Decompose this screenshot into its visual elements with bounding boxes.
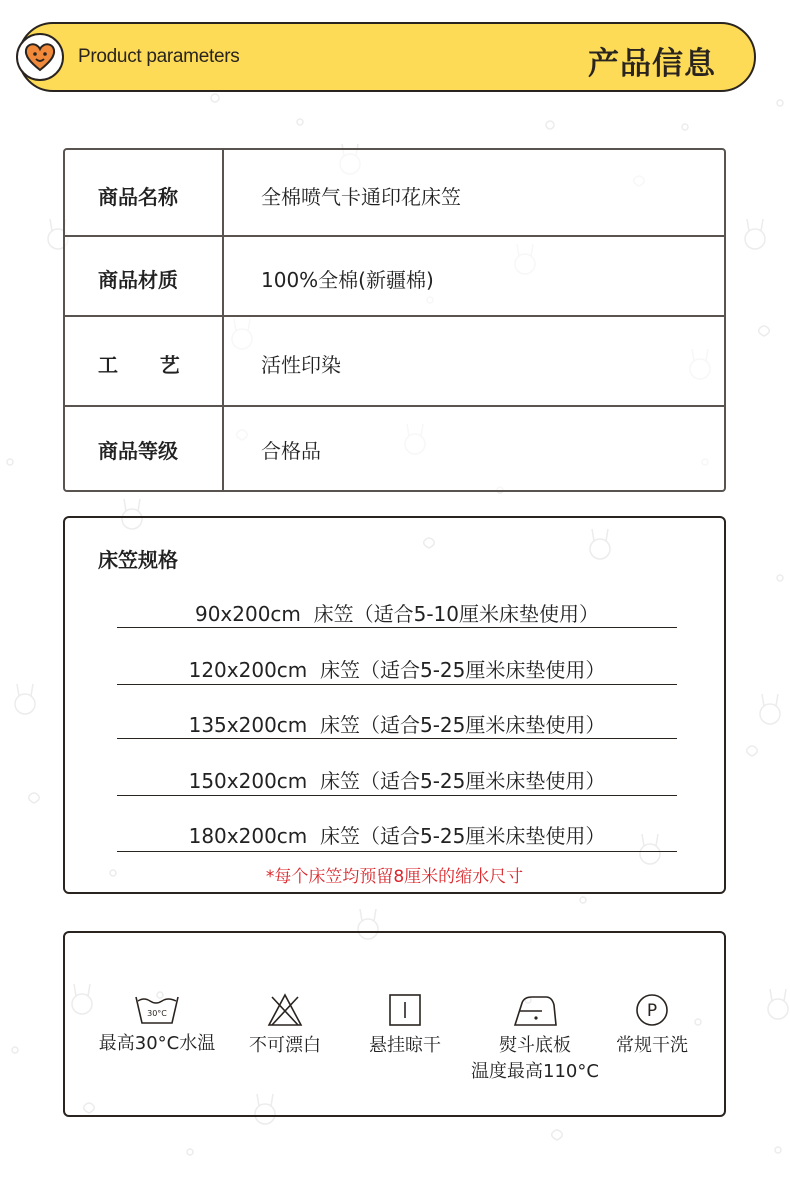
params-table [63, 148, 726, 492]
size-item: 150x200cm 床笠（适合5-25厘米床垫使用） [188, 769, 606, 793]
table-row [65, 407, 724, 490]
param-value: 全棉喷气卡通印花床笠 [261, 185, 461, 209]
size-underline [117, 795, 677, 796]
care-item-iron [465, 993, 605, 1085]
dry-clean-letter: P [646, 1001, 658, 1021]
param-label: 商品等级 [98, 439, 178, 463]
size-item: 180x200cm 床笠（适合5-25厘米床垫使用） [188, 824, 606, 848]
care-label: 温度最高110°C [471, 1061, 599, 1082]
care-item-dry [345, 993, 465, 1059]
table-row [65, 317, 724, 407]
size-item: 90x200cm 床笠（适合5-10厘米床垫使用） [194, 602, 600, 626]
param-value: 100%全棉(新疆棉) [261, 268, 434, 292]
param-label: 商品材质 [98, 268, 178, 292]
param-label: 工 艺 [98, 353, 180, 377]
care-item-dryclean [597, 993, 707, 1059]
heart-face-icon [16, 33, 64, 81]
care-label: 不可漂白 [249, 1035, 321, 1056]
dry-clean-icon [635, 993, 669, 1027]
table-row [65, 237, 724, 317]
size-item: 120x200cm 床笠（适合5-25厘米床垫使用） [188, 658, 606, 682]
size-underline [117, 684, 677, 685]
size-title: 床笠规格 [98, 548, 178, 572]
shrink-note: *每个床笠均预留8厘米的缩水尺寸 [265, 867, 524, 887]
param-value: 活性印染 [261, 353, 341, 377]
care-label: 悬挂晾干 [369, 1035, 441, 1056]
hang-dry-icon [388, 993, 422, 1027]
size-underline [117, 851, 677, 852]
care-item-wash [97, 993, 217, 1057]
care-box [63, 931, 726, 1117]
wash-temp-text: 30°C [147, 1009, 167, 1018]
size-spec-box [63, 516, 726, 894]
title-cn: 产品信息 [588, 46, 716, 82]
wash-30-icon [134, 993, 180, 1025]
param-value: 合格品 [261, 439, 321, 463]
table-row [65, 150, 724, 237]
care-label: 熨斗底板 [499, 1035, 571, 1056]
header-banner [18, 22, 756, 92]
size-underline [117, 627, 677, 628]
care-label: 最高30°C水温 [98, 1033, 216, 1054]
title-en: Product parameters [78, 46, 240, 67]
no-bleach-icon [267, 993, 303, 1027]
param-label: 商品名称 [98, 185, 178, 209]
size-underline [117, 738, 677, 739]
care-label: 常规干洗 [616, 1035, 688, 1056]
size-item: 135x200cm 床笠（适合5-25厘米床垫使用） [188, 713, 606, 737]
care-item-bleach [225, 993, 345, 1059]
iron-icon [512, 993, 558, 1027]
